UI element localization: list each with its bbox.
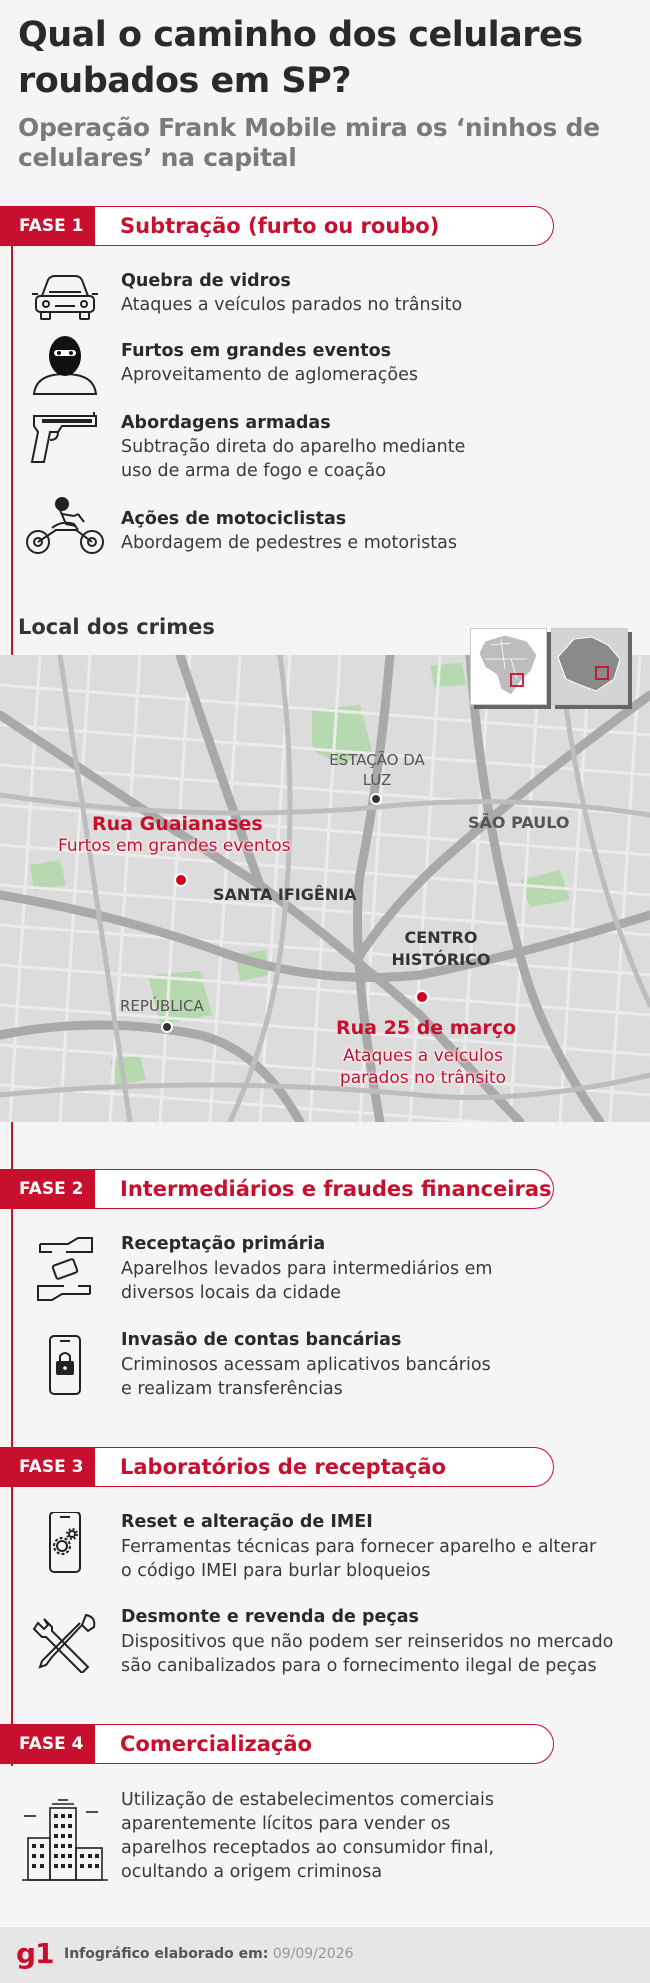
place-label-republica: REPÚBLICA (120, 997, 204, 1015)
phase-tag: FASE 4 (0, 1724, 95, 1764)
item-description: Subtração direta do aparelho mediante uso de arma de fogo e coação (121, 437, 466, 481)
item-title: Receptação primária (121, 1234, 326, 1254)
item-title: Quebra de vidros (121, 271, 291, 291)
brazil-map-icon (470, 628, 547, 705)
phase-3-header (0, 1447, 554, 1487)
wrench-screwdriver-icon (22, 1611, 108, 1673)
item-description: Criminosos acessam aplicativos bancários e realizam transferências (121, 1355, 491, 1399)
car-icon (22, 264, 108, 326)
item-description: Ataques a veículos parados no trânsito (121, 295, 463, 315)
place-label-santa-ifigenia: SANTA IFIGÊNIA (213, 885, 357, 904)
credit-date: 09/09/2026 (272, 1946, 354, 1962)
map-section-label: Local dos crimes (18, 615, 215, 639)
hotspot-description: Ataques a veículos parados no trânsito (339, 1046, 507, 1088)
footer (0, 1927, 650, 1983)
phase-tag: FASE 2 (0, 1169, 95, 1209)
item-title: Invasão de contas bancárias (121, 1330, 402, 1350)
motorcyclist-icon (22, 496, 108, 558)
phase-2-header (0, 1169, 554, 1209)
estacao-luz-marker (370, 793, 382, 805)
item-title: Desmonte e revenda de peças (121, 1607, 419, 1627)
item-description: Utilização de estabelecimentos comerciais aparentemente lícitos para vender os aparelhos receptados ao consumidor final, ocultando a origem criminosa (121, 1790, 494, 1882)
sao-paulo-state-map-icon (551, 628, 628, 705)
republica-marker (161, 1021, 173, 1033)
page-title: Qual o caminho dos celulares roubados em SP? (18, 15, 583, 101)
hotspot-name: Rua Guaianases (92, 813, 263, 835)
place-label-estacao-luz: ESTAÇÃO DA LUZ (329, 751, 425, 789)
item-description: Ferramentas técnicas para fornecer aparelho e alterar o código IMEI para burlar bloqueios (121, 1537, 597, 1581)
page-subtitle: Operação Frank Mobile mira os ‘ninhos de celulares’ na capital (18, 113, 600, 172)
phase-tag: FASE 1 (0, 206, 95, 246)
hotspot-marker-rua-guaianases (174, 873, 188, 887)
phase-4-header (0, 1724, 554, 1764)
item-title: Reset e alteração de IMEI (121, 1512, 373, 1532)
item-description: Abordagem de pedestres e motoristas (121, 533, 457, 553)
phone-padlock-icon (22, 1334, 108, 1396)
item-description: Aproveitamento de aglomerações (121, 365, 418, 385)
phase-tag: FASE 3 (0, 1447, 95, 1487)
hotspot-name: Rua 25 de março (336, 1017, 517, 1039)
item-title: Furtos em grandes eventos (121, 341, 392, 361)
crime-location-map (0, 655, 650, 1122)
phase-title: Comercialização (120, 1732, 312, 1756)
phase-title: Laboratórios de receptação (120, 1455, 446, 1479)
phase-title: Intermediários e fraudes financeiras (120, 1177, 552, 1201)
item-description: Aparelhos levados para intermediários em diversos locais da cidade (121, 1259, 493, 1303)
g1-logo: g1 (16, 1937, 54, 1970)
credit-line (64, 1946, 354, 1962)
hotspot-description: Furtos em grandes eventos (58, 836, 291, 856)
masked-thief-icon (22, 334, 108, 396)
credit-label: Infográfico elaborado em: (64, 1946, 269, 1962)
place-label-sao-paulo: SÃO PAULO (468, 813, 570, 832)
phase-title: Subtração (furto ou roubo) (120, 214, 440, 238)
hand-to-hand-phone-icon (22, 1234, 108, 1308)
place-label-centro-historico: CENTRO HISTÓRICO (391, 928, 491, 969)
item-title: Abordagens armadas (121, 413, 331, 433)
hotspot-marker-rua-25-de-marco (415, 990, 429, 1004)
phase-1-header (0, 206, 554, 246)
item-description: Dispositivos que não podem ser reinseridos no mercado são canibalizados para o fornecimento ilegal de peças (121, 1632, 614, 1676)
buildings-icon (22, 1794, 108, 1882)
pistol-icon (22, 406, 108, 468)
item-title: Ações de motociclistas (121, 509, 347, 529)
phone-gears-icon (22, 1512, 108, 1574)
